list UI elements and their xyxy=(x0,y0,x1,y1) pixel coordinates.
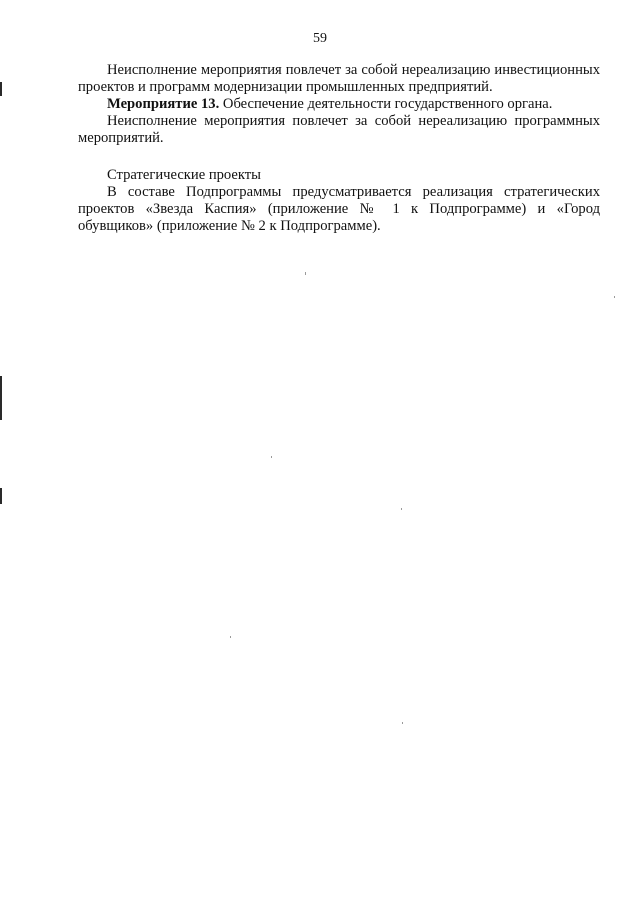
scan-speck xyxy=(271,456,272,458)
measure-13-heading: Мероприятие 13. xyxy=(107,96,220,112)
scan-speck xyxy=(614,296,615,298)
section-heading-strategic-projects xyxy=(78,167,600,184)
scan-speck xyxy=(305,272,306,275)
paragraph-text: В составе Подпрограммы предусматривается реализация стратегических проектов «Звезда Каспия» (приложение № 1 к Подпрограмме) и «Город обувщиков» (приложение № 2 к Подпрограмме). xyxy=(78,184,600,234)
paragraph-non-execution-investment xyxy=(78,62,600,96)
section-heading-text: Стратегические проекты xyxy=(107,167,261,183)
scan-edge-mark xyxy=(0,82,2,96)
measure-13-text: Обеспечение деятельности государственного органа. xyxy=(219,96,553,112)
page-number: 59 xyxy=(313,31,327,46)
scan-speck xyxy=(401,508,402,510)
scan-edge-mark xyxy=(0,488,2,504)
paragraph-strategic-projects xyxy=(78,184,600,235)
paragraph-measure-13 xyxy=(78,96,600,113)
document-body xyxy=(78,62,600,235)
scan-edge-mark xyxy=(0,376,2,420)
scan-speck xyxy=(230,636,231,638)
paragraph-text: Неисполнение мероприятия повлечет за собой нереализацию инвестиционных проектов и программ модернизации промышленных предприятий. xyxy=(78,62,600,95)
scan-speck xyxy=(402,722,403,724)
paragraph-gap xyxy=(78,147,600,167)
paragraph-non-execution-program xyxy=(78,113,600,147)
paragraph-text: Неисполнение мероприятия повлечет за собой нереализацию программных мероприятий. xyxy=(78,113,600,146)
